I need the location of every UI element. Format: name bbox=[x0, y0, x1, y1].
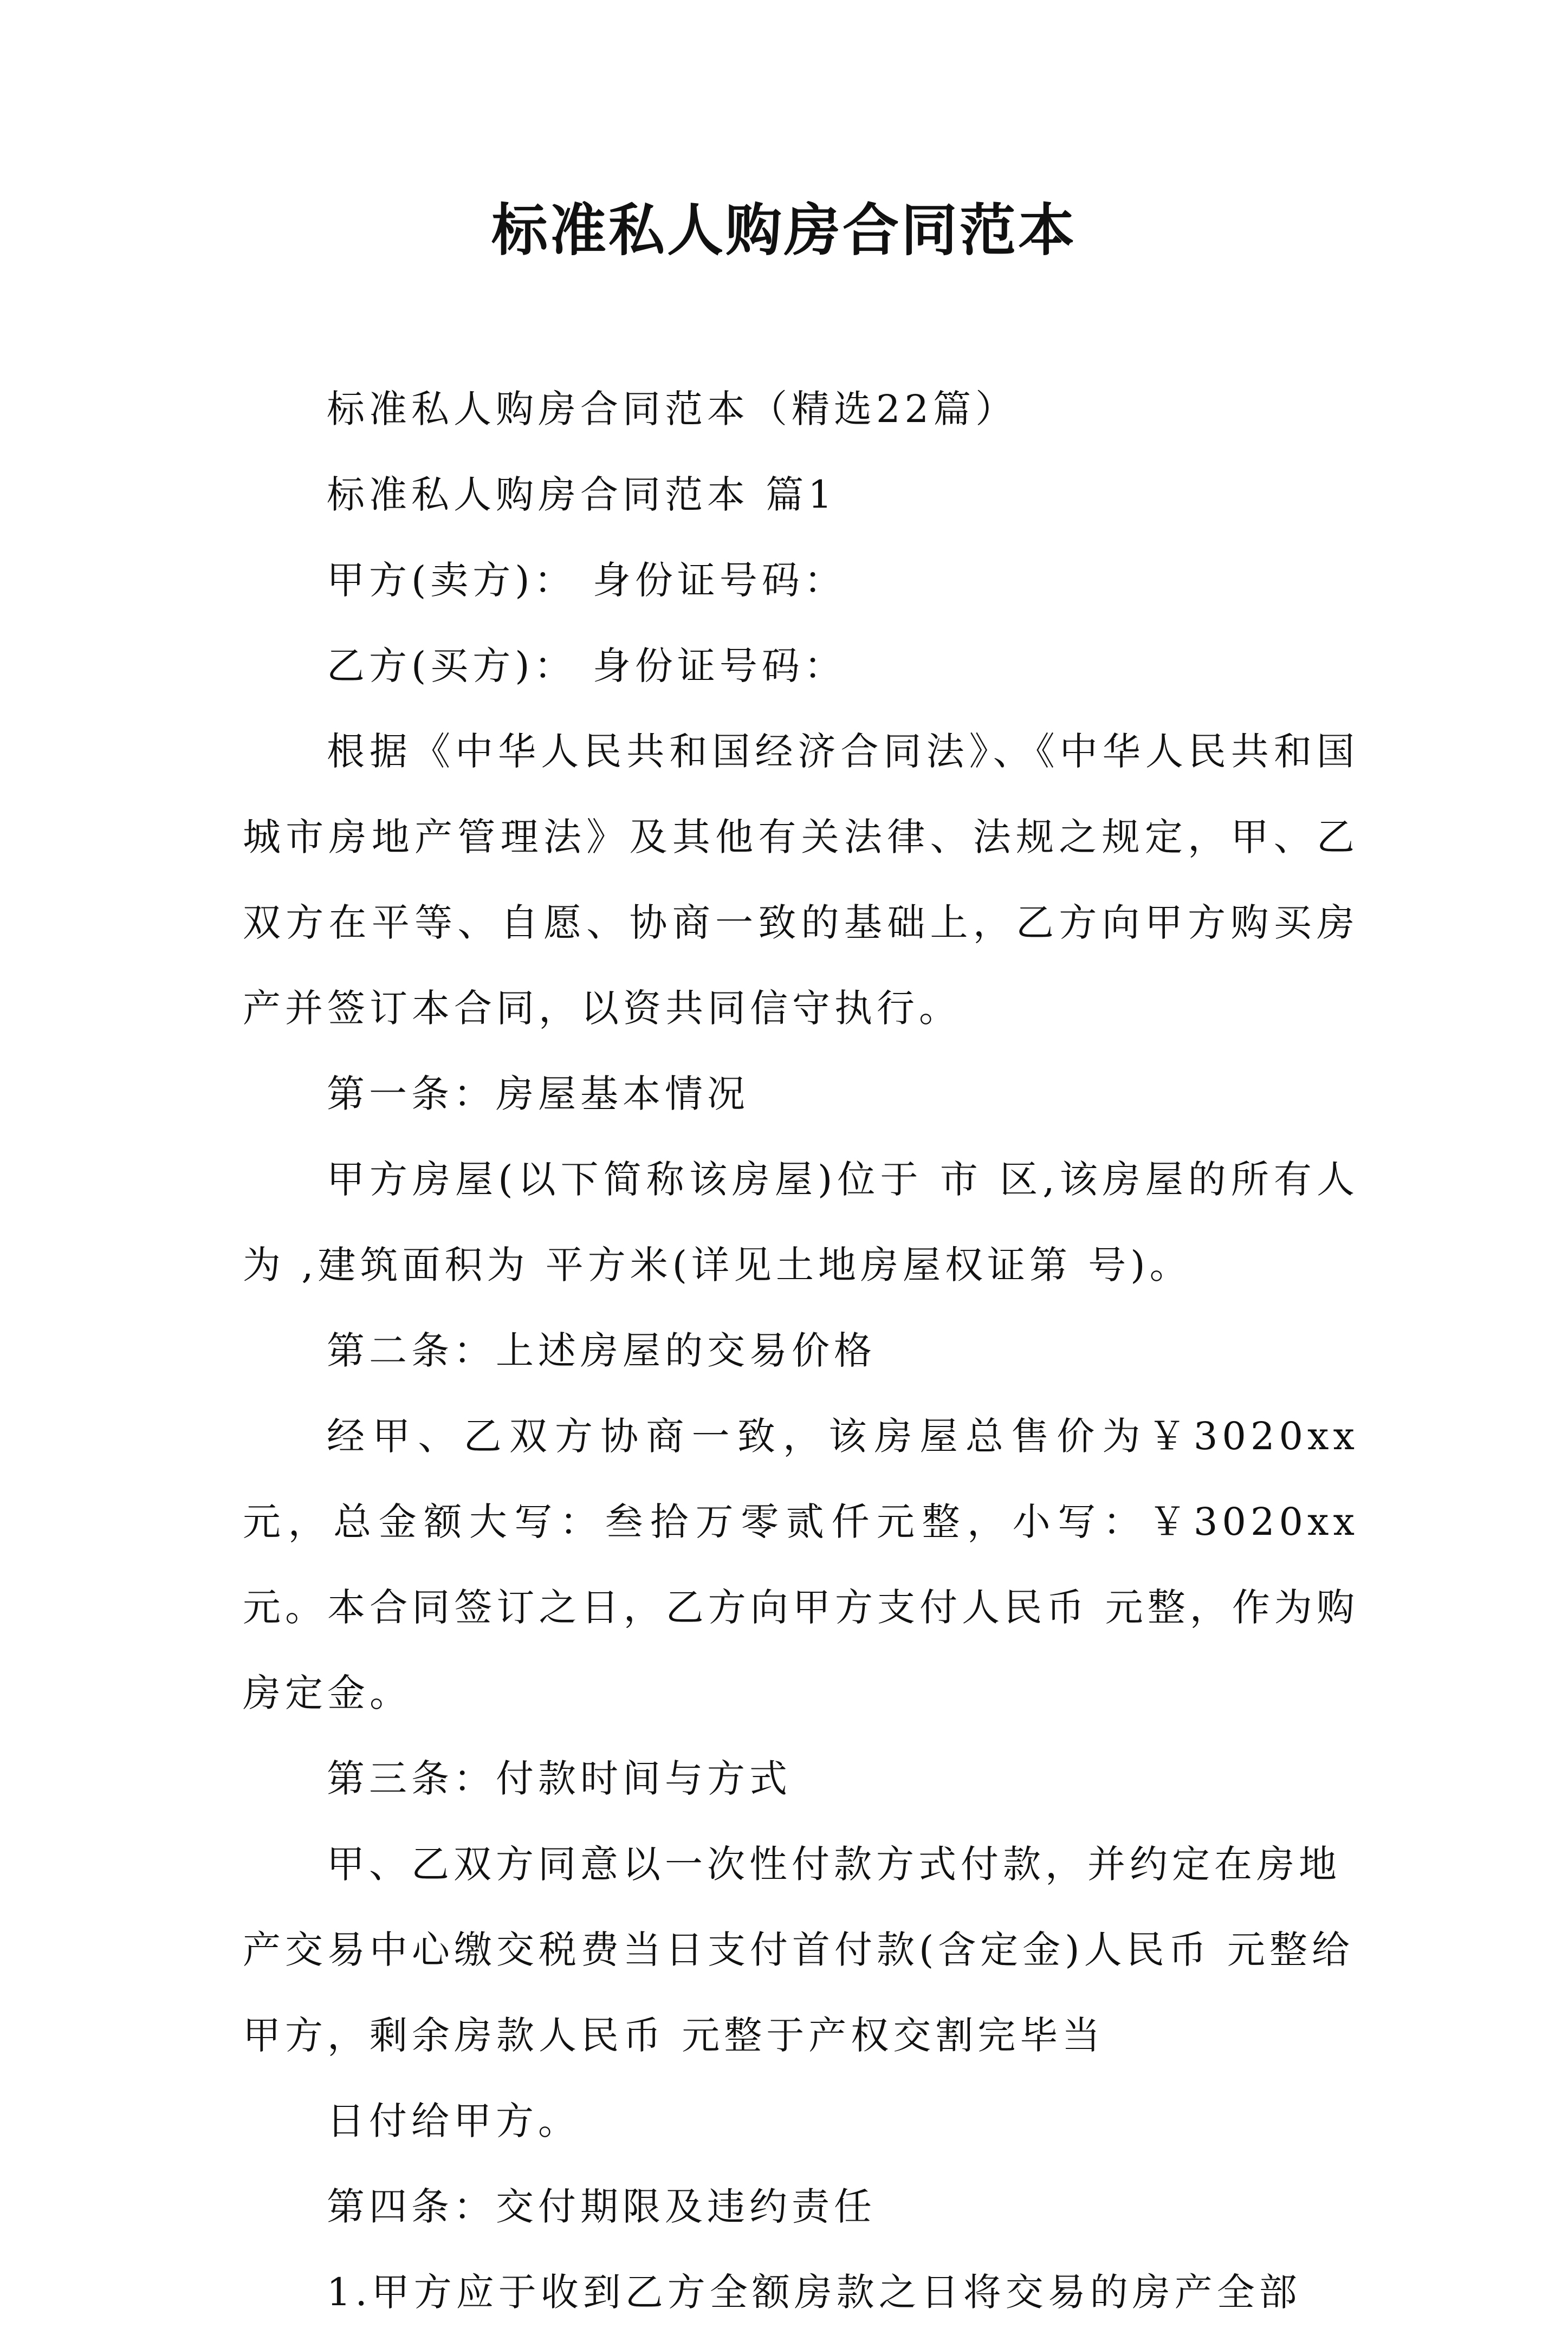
document-body bbox=[243, 366, 1359, 2335]
paragraph-preamble: 根据《中华人民共和国经济合同法》、《中华人民共和国城市房地产管理法》及其他有关法律、法规之规定，甲、乙双方在平等、自愿、协商一致的基础上，乙方向甲方购买房产并签订本合同，以资共同信守执行。 bbox=[243, 729, 1359, 1030]
article-2-heading: 第二条：上述房屋的交易价格 bbox=[327, 1328, 876, 1373]
paragraph-party-a: 甲方(卖方)： 身份证号码： bbox=[327, 558, 846, 602]
article-1-body: 甲方房屋(以下简称该房屋)位于 市 区,该房屋的所有人为 ,建筑面积为 平方米(详见土地房屋权证第 号)。 bbox=[243, 1157, 1359, 1287]
paragraph-party-b: 乙方(买方)： 身份证号码： bbox=[327, 644, 846, 688]
document-title: 标准私人购房合同范本 bbox=[491, 197, 1077, 263]
paragraph-section-heading: 标准私人购房合同范本 篇1 bbox=[327, 472, 837, 517]
paragraph-subtitle: 标准私人购房合同范本（精选22篇） bbox=[327, 387, 1018, 431]
article-4-heading: 第四条：交付期限及违约责任 bbox=[327, 2184, 876, 2229]
article-1-heading: 第一条：房屋基本情况 bbox=[327, 1072, 749, 1116]
article-3-heading: 第三条：付款时间与方式 bbox=[327, 1756, 792, 1801]
article-3-body: 甲、乙双方同意以一次性付款方式付款，并约定在房地产交易中心缴交税费当日支付首付款(含定金)人民币 元整给甲方，剩余房款人民币 元整于产权交割完毕当 bbox=[243, 1842, 1354, 2058]
article-4-item-1: 1.甲方应于收到乙方全额房款之日将交易的房产全部 bbox=[327, 2270, 1301, 2314]
article-3-body-continued: 日付给甲方。 bbox=[327, 2099, 580, 2143]
article-2-body: 经甲、乙双方协商一致，该房屋总售价为￥3020xx元，总金额大写：叁拾万零贰仟元整，小写：￥3020xx元。本合同签订之日，乙方向甲方支付人民币 元整，作为购房定金。 bbox=[243, 1414, 1359, 1715]
